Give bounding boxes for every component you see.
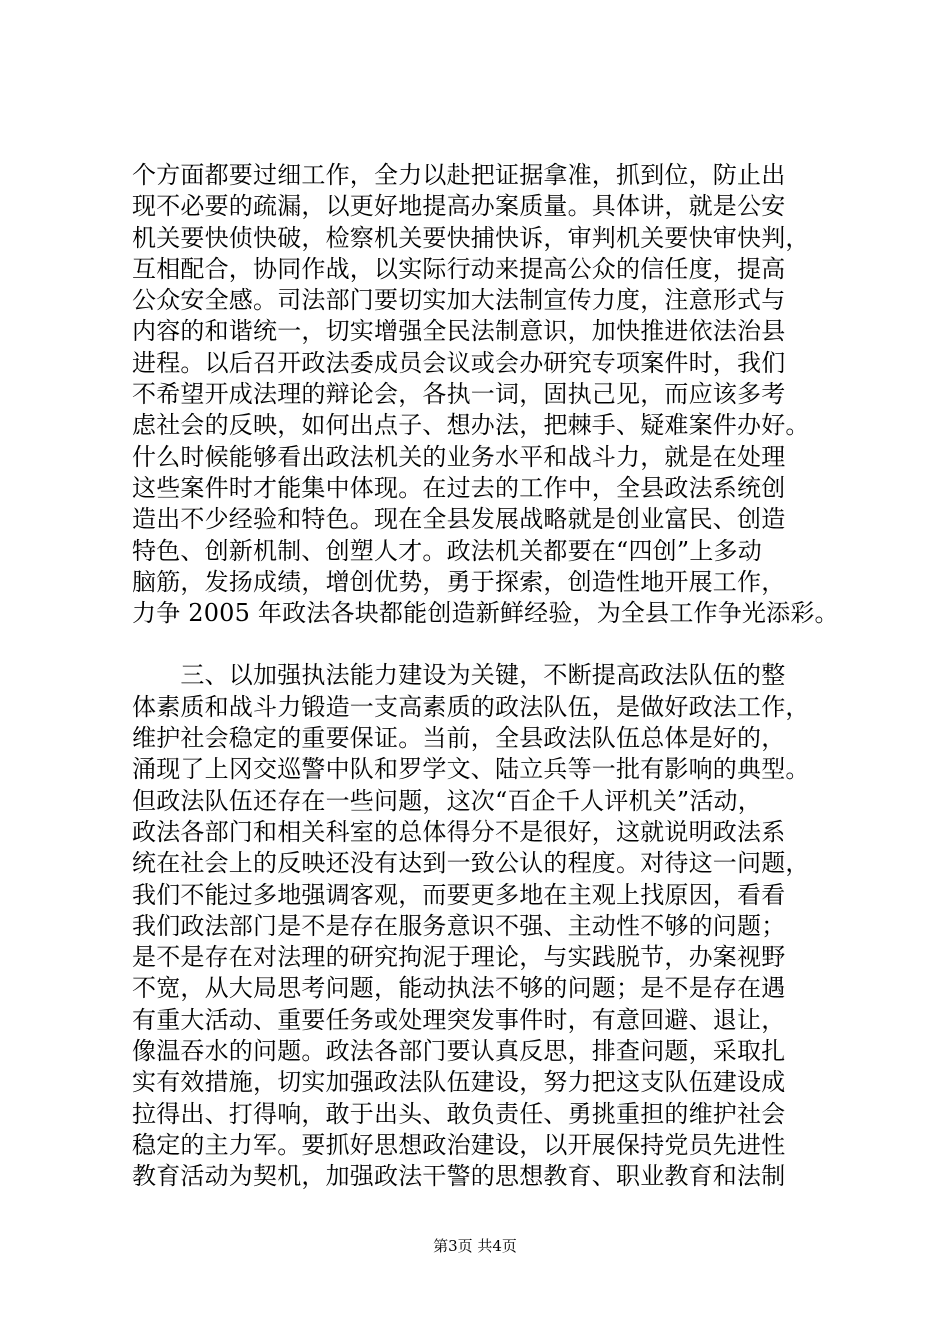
text-line: 统在社会上的反映还没有达到一致公认的程度。对待这一问题， — [132, 849, 810, 878]
page-number-label: 第3页 共4页 — [433, 1237, 517, 1255]
text-line: 进程。以后召开政法委成员会议或会办研究专项案件时，我们 — [132, 348, 786, 377]
text-line: 拉得出、打得响，敢于出头、敢负责任、勇挑重担的维护社会 — [132, 1099, 786, 1128]
text-line: 教育活动为契机，加强政法干警的思想教育、职业教育和法制 — [132, 1162, 786, 1191]
paragraph-2 — [132, 660, 832, 1192]
text-line: 力争 2005 年政法各块都能创造新鲜经验，为全县工作争光添彩。 — [132, 599, 839, 628]
text-line: 个方面都要过细工作，全力以赴把证据拿准，抓到位，防止出 — [132, 161, 786, 189]
text-line: 政法各部门和相关科室的总体得分不是很好，这就说明政法系 — [132, 817, 786, 846]
text-line: 稳定的主力军。要抓好思想政治建设，以开展保持党员先进性 — [132, 1130, 786, 1159]
text-line: 是不是存在对法理的研究拘泥于理论，与实践脱节，办案视野 — [132, 943, 786, 972]
text-line: 我们政法部门是不是存在服务意识不强、主动性不够的问题； — [132, 911, 786, 940]
text-line: 有重大活动、重要任务或处理突发事件时，有意回避、退让， — [132, 1005, 786, 1034]
text-line: 特色、创新机制、创塑人才。政法机关都要在“四创”上多动 — [132, 536, 762, 565]
text-line: 内容的和谐统一，切实增强全民法制意识，加快推进依法治县 — [132, 317, 786, 346]
text-line: 实有效措施，切实加强政法队伍建设，努力把这支队伍建设成 — [132, 1068, 786, 1097]
text-line: 什么时候能够看出政法机关的业务水平和战斗力，就是在处理 — [132, 442, 786, 471]
text-line: 机关要快侦快破，检察机关要快捕快诉，审判机关要快审快判， — [132, 223, 810, 252]
text-line: 不希望开成法理的辩论会，各执一词，固执己见，而应该多考 — [132, 380, 786, 409]
text-line: 不宽，从大局思考问题，能动执法不够的问题；是不是存在遇 — [132, 974, 786, 1003]
text-line: 脑筋，发扬成绩，增创优势，勇于探索，创造性地开展工作， — [132, 567, 786, 596]
text-line: 公众安全感。司法部门要切实加大法制宣传力度，注意形式与 — [132, 286, 786, 315]
text-line: 造出不少经验和特色。现在全县发展战略就是创业富民、创造 — [132, 505, 786, 534]
text-line: 维护社会稳定的重要保证。当前，全县政法队伍总体是好的， — [132, 724, 786, 753]
document-body — [132, 160, 839, 1193]
text-line: 我们不能过多地强调客观，而要更多地在主观上找原因，看看 — [132, 880, 786, 909]
text-line: 三、以加强执法能力建设为关键，不断提高政法队伍的整 — [132, 661, 786, 690]
text-line: 涌现了上冈交巡警中队和罗学文、陆立兵等一批有影响的典型。 — [132, 755, 810, 784]
text-line: 这些案件时才能集中体现。在过去的工作中，全县政法系统创 — [132, 473, 786, 502]
page-footer — [0, 1236, 950, 1256]
text-line: 虑社会的反映，如何出点子、想办法，把棘手、疑难案件办好。 — [132, 411, 810, 440]
text-line: 现不必要的疏漏，以更好地提高办案质量。具体讲，就是公安 — [132, 192, 786, 221]
text-line: 像温吞水的问题。政法各部门要认真反思，排查问题，采取扎 — [132, 1037, 786, 1066]
text-line: 体素质和战斗力锻造一支高素质的政法队伍，是做好政法工作， — [132, 692, 810, 721]
paragraph-spacer — [132, 629, 832, 660]
text-line: 但政法队伍还存在一些问题，这次“百企千人评机关”活动， — [132, 786, 762, 815]
paragraph-1 — [132, 160, 839, 629]
text-line: 互相配合，协同作战，以实际行动来提高公众的信任度，提高 — [132, 254, 786, 283]
